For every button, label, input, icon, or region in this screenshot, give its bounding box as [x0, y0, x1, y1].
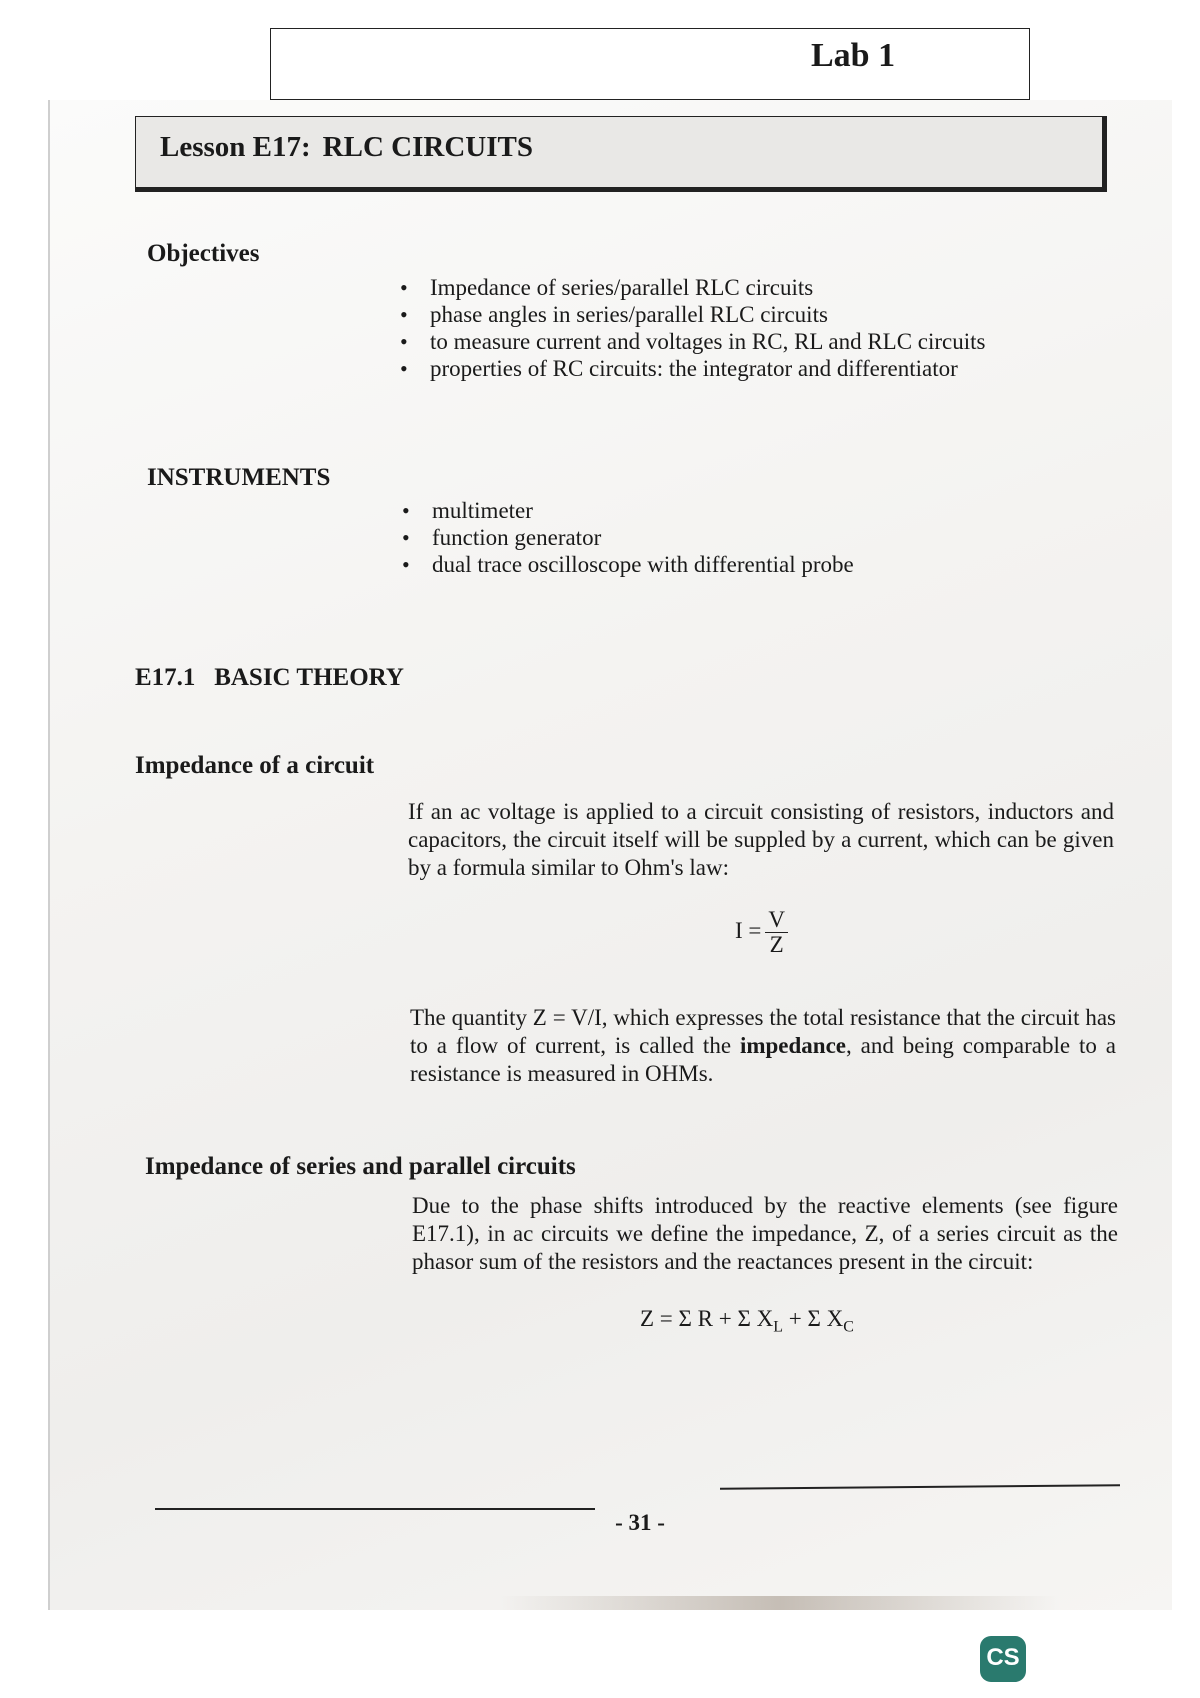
lesson-title: [160, 131, 533, 164]
impedance-term: impedance: [739, 1033, 847, 1058]
impedance-paragraph-2-start: The quantity Z = V/I, which expresses the total resistance that the circuit has to a flow of current, is called the: [410, 1005, 1116, 1058]
scan-shadow: [500, 1596, 1060, 1610]
impedance-paragraph-1: If an ac voltage is applied to a circuit consisting of resistors, inductors and capacitors, the circuit itself will be suppled by a current, which can be given by a formula similar to Ohm's law:: [408, 799, 1114, 880]
lesson-code: Lesson E17:: [160, 131, 311, 163]
section-number: E17.1: [135, 664, 196, 691]
objectives-heading: Objectives: [147, 240, 260, 267]
equation-denominator: Z: [769, 932, 784, 957]
ohms-law-equation: [735, 908, 788, 957]
impedance-series-heading: Impedance of series and parallel circuits: [145, 1153, 576, 1180]
section-title: BASIC THEORY: [214, 664, 404, 691]
list-item: • dual trace oscilloscope with differential probe: [402, 551, 854, 578]
equation-numerator: V: [765, 908, 788, 933]
list-item: • Impedance of series/parallel RLC circuits: [400, 274, 986, 301]
subscript-c: C: [843, 1318, 854, 1336]
lab-title-box: [270, 28, 1030, 100]
list-item: • multimeter: [402, 497, 854, 524]
lab-title: Lab 1: [811, 37, 896, 74]
subscript-l: L: [773, 1318, 783, 1336]
lesson-name: RLC CIRCUITS: [322, 131, 533, 163]
impedance-paragraph-2-end: , and being comparable to a resistance is measured in OHMs.: [410, 1033, 1117, 1086]
series-impedance-equation: [640, 1306, 854, 1337]
list-item: • phase angles in series/parallel RLC circuits: [400, 301, 986, 328]
equation-fraction: [765, 908, 788, 957]
instruments-heading: INSTRUMENTS: [147, 464, 331, 491]
objectives-list: [400, 274, 986, 382]
instruments-list: [402, 497, 854, 578]
list-item: • properties of RC circuits: the integrator and differentiator: [400, 355, 986, 382]
equation-mid: + Σ X: [783, 1306, 844, 1331]
lesson-banner: [135, 116, 1107, 192]
impedance-series-paragraph: Due to the phase shifts introduced by the reactive elements (see figure E17.1), in ac circuits we define the impedance, Z, of a series circuit as the phasor sum of the resistors and the reactances present in the circuit:: [412, 1193, 1118, 1274]
list-item: • to measure current and voltages in RC, RL and RLC circuits: [400, 328, 986, 355]
equation-lhs: I =: [735, 917, 762, 943]
page-number: - 31 -: [615, 1510, 665, 1535]
paper-edge: [48, 100, 50, 1610]
footer-rule-left: [155, 1508, 595, 1510]
camscanner-badge: CS: [980, 1636, 1026, 1682]
list-item: • function generator: [402, 524, 854, 551]
impedance-circuit-heading: Impedance of a circuit: [135, 752, 375, 779]
impedance-paragraph-2: [410, 1004, 1116, 1088]
section-heading: [135, 664, 404, 692]
equation-main: Z = Σ R + Σ X: [640, 1306, 774, 1331]
